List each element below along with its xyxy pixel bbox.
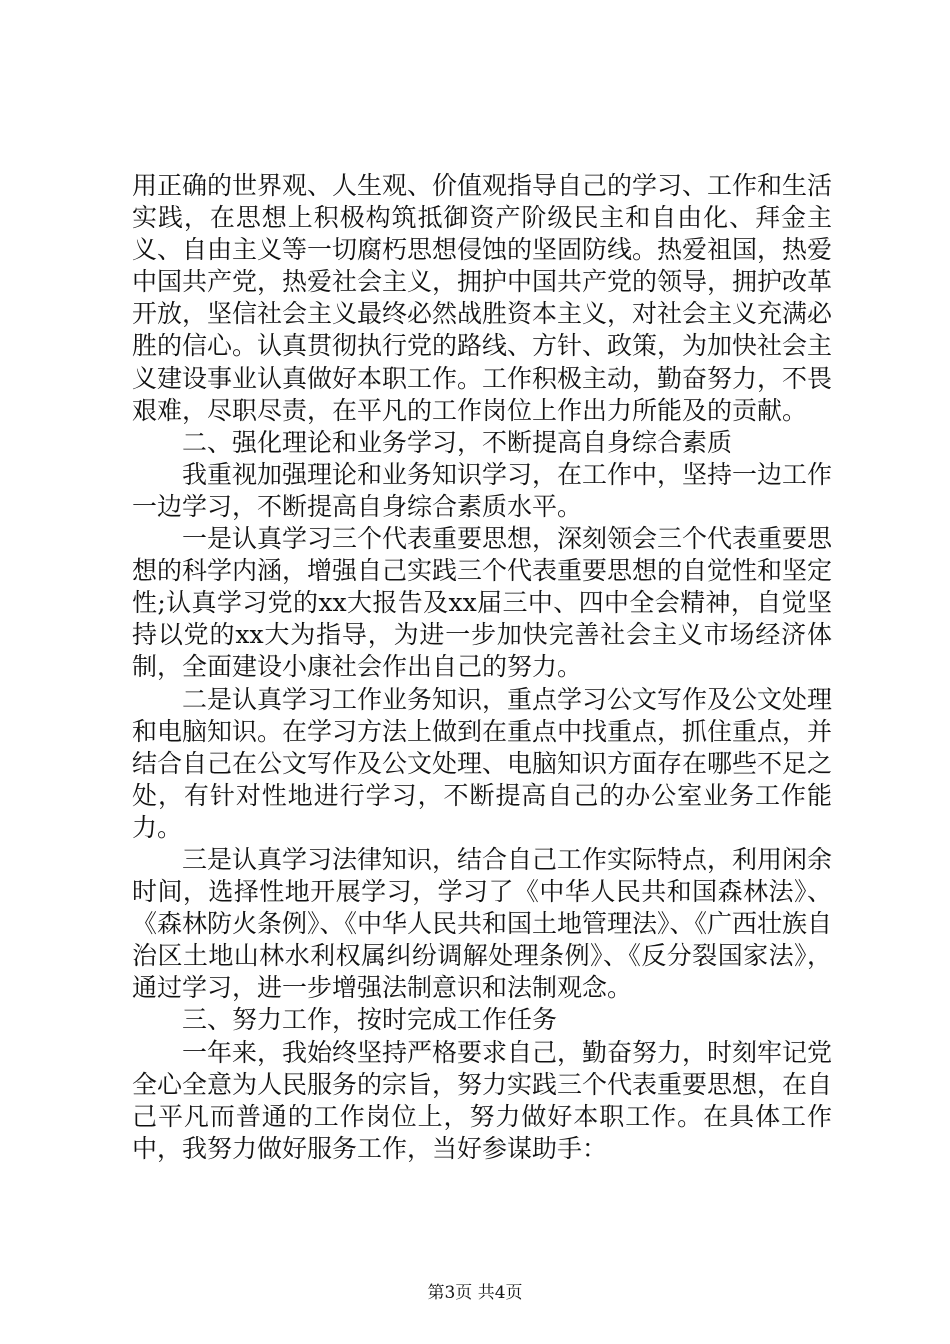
paragraph-continued: 用正确的世界观、人生观、价值观指导自己的学习、工作和生活实践，在思想上积极构筑抵御资产阶级民主和自由化、拜金主义、自由主义等一切腐朽思想侵蚀的坚固防线。热爱祖国，热爱中国共产党，热爱社会主义，拥护中国共产党的领导，拥护改革开放，坚信社会主义最终必然战胜资本主义，对社会主义充满必胜的信心。认真贯彻执行党的路线、方针、政策，为加快社会主义建设事业认真做好本职工作。工作积极主动，勤奋努力，不畏艰难，尽职尽责，在平凡的工作岗位上作出力所能及的贡献。	[132, 171, 833, 425]
paragraph-study-item-2: 二是认真学习工作业务知识，重点学习公文写作及公文处理和电脑知识。在学习方法上做到在重点中找重点，抓住重点，并结合自己在公文写作及公文处理、电脑知识方面存在哪些不足之处，有针对性地进行学习，不断提高自己的办公室业务工作能力。	[132, 684, 833, 842]
section-heading-3: 三、努力工作，按时完成工作任务	[182, 1005, 558, 1035]
paragraph-work-intro: 一年来，我始终坚持严格要求自己，勤奋努力，时刻牢记党全心全意为人民服务的宗旨，努力实践三个代表重要思想，在自己平凡而普通的工作岗位上，努力做好本职工作。在具体工作中，我努力做好服务工作，当好参谋助手：	[132, 1037, 833, 1163]
document-body	[132, 170, 832, 1165]
paragraph-study-item-1: 一是认真学习三个代表重要思想，深刻领会三个代表重要思想的科学内涵，增强自己实践三个代表重要思想的自觉性和坚定性;认真学习党的xx大报告及xx届三中、四中全会精神，自觉坚持以党的xx大为指导，为进一步加快完善社会主义市场经济体制，全面建设小康社会作出自己的努力。	[132, 524, 833, 682]
section-heading-2: 二、强化理论和业务学习，不断提高自身综合素质	[182, 427, 733, 457]
paragraph-study-intro: 我重视加强理论和业务知识学习，在工作中，坚持一边工作一边学习，不断提高自身综合素质水平。	[132, 459, 833, 521]
paragraph-study-item-3: 三是认真学习法律知识，结合自己工作实际特点，利用闲余时间，选择性地开展学习，学习了《中华人民共和国森林法》、《森林防火条例》、《中华人民共和国土地管理法》、《广西壮族自治区土地山林水利权属纠纷调解处理条例》、《反分裂国家法》，通过学习，进一步增强法制意识和法制观念。	[132, 844, 833, 1003]
page-footer: 第3页 共4页	[427, 1283, 523, 1303]
